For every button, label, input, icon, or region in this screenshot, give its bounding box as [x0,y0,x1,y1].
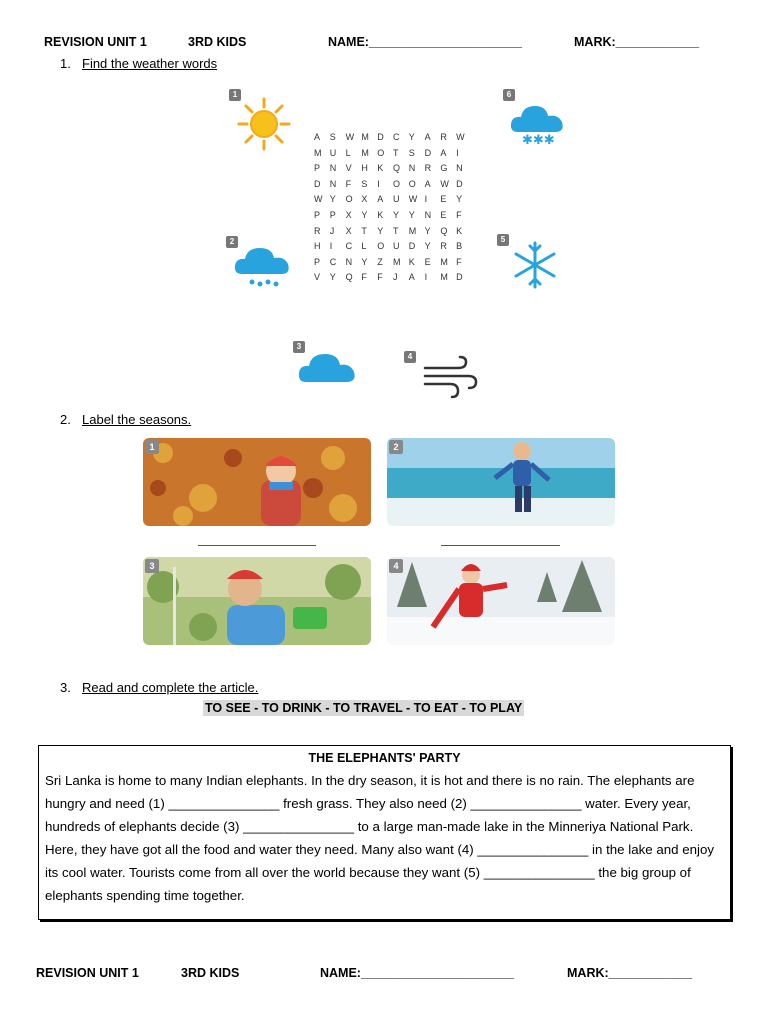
header-mark-field[interactable]: MARK:____________ [574,35,700,49]
question-3-number: 3. [60,680,71,695]
wordsearch-letter[interactable]: R [440,132,447,142]
question-1-number: 1. [60,56,71,71]
wordsearch-letter[interactable]: D [424,147,432,158]
wordsearch-letter[interactable]: C [345,241,353,252]
wordsearch-letter[interactable]: I [377,178,380,189]
wordsearch-letter[interactable]: W [408,194,418,205]
wordsearch-letter[interactable]: H [361,163,368,174]
wordsearch-letter[interactable]: F [377,272,383,283]
wordsearch-letter[interactable]: N [424,209,432,220]
wordsearch-letter[interactable]: F [345,178,352,189]
wordsearch-letter[interactable]: W [345,132,355,142]
wordsearch-letter[interactable]: Y [424,241,431,252]
wordsearch-row [314,132,472,148]
wordsearch-letter[interactable]: K [456,225,463,236]
wordsearch-row [314,257,472,273]
question-1-text: Find the weather words [82,56,218,71]
wordsearch-letter[interactable]: V [314,272,321,283]
article-title: THE ELEPHANTS' PARTY [308,751,461,765]
wordsearch-letter[interactable]: D [456,178,463,189]
answer-line-1[interactable] [198,545,316,546]
wordsearch-letter[interactable]: J [329,225,335,236]
wordsearch-letter[interactable]: R [424,163,432,174]
article-body: Sri Lanka is home to many Indian elephants. In the dry season, it is hot and there is no rain. The elephants are hungry and need (1) _______________ fresh grass. They also need (2) _______________ water. Every year, hundreds of elephants decide (3) _______________ to a large man-made lake in the Minneriya National Park. Here, they have got all the food and water they need. Many also want (4) _______________ in the lake and enjoy its cool water. Tourists come from all over the world because they want (5) _______________ the big group of elephants spending time together. [45,773,714,903]
wordsearch-grid [314,132,472,288]
season-photo-spring [143,557,371,645]
wordsearch-letter[interactable]: Z [377,256,383,267]
wordsearch-letter[interactable]: A [377,194,384,205]
wordsearch-letter[interactable]: F [456,256,462,267]
header-name-field[interactable]: NAME:______________________ [328,35,522,49]
wordsearch-letter[interactable]: D [314,178,321,189]
wordsearch-letter[interactable]: X [345,209,352,220]
wordsearch-letter[interactable]: I [424,194,428,205]
cloud-icon [296,346,360,395]
wordsearch-letter[interactable]: F [456,209,462,220]
wordsearch-letter[interactable]: A [424,132,431,142]
snow-cloud-icon [508,98,568,155]
wordsearch-row [314,179,472,195]
wordsearch-letter[interactable]: Y [377,225,384,236]
season-photo-winter [387,557,615,645]
wordsearch-letter[interactable]: J [392,272,398,283]
wordsearch-letter[interactable]: C [329,256,337,267]
wordsearch-letter[interactable]: P [314,163,321,174]
season-photo-autumn [143,438,371,526]
wordsearch-letter[interactable]: Y [329,194,336,205]
wordsearch-letter[interactable]: O [345,194,353,205]
snowflake-icon [510,240,560,295]
season-badge-2: 2 [389,440,403,454]
question-2-number: 2. [60,412,71,427]
wordsearch-letter[interactable]: W [314,194,323,205]
wordsearch-row [314,148,472,164]
wordsearch-letter[interactable]: Q [440,225,448,236]
question-3 [60,680,258,695]
wordsearch-letter[interactable]: M [440,256,448,267]
wind-icon [420,354,482,407]
wordsearch-letter[interactable]: Y [424,225,431,236]
wordsearch-letter[interactable]: U [329,147,337,158]
weather-badge-3: 3 [293,341,305,353]
wordsearch-letter[interactable]: Y [361,209,368,220]
wordsearch-letter[interactable]: T [392,225,399,236]
season-photo-summer [387,438,615,526]
question-3-text: Read and complete the article. [82,680,259,695]
wordsearch-letter[interactable]: N [329,163,337,174]
wordsearch-letter[interactable]: C [392,132,400,142]
season-badge-1: 1 [145,440,159,454]
wordsearch-letter[interactable]: Y [329,272,336,283]
footer-mark-field[interactable]: MARK:____________ [567,966,693,980]
wordsearch-row [314,241,472,257]
wordsearch-letter[interactable]: B [456,241,463,252]
wordsearch-letter[interactable]: Y [392,209,399,220]
wordsearch-letter[interactable]: A [424,178,431,189]
footer-level: 3RD KIDS [181,966,240,980]
wordsearch-letter[interactable]: N [408,163,416,174]
wordsearch-letter[interactable]: Y [408,209,415,220]
season-badge-3: 3 [145,559,159,573]
wordsearch-letter[interactable]: L [345,147,351,158]
wordsearch-letter[interactable]: M [314,147,322,158]
wordsearch-letter[interactable]: I [424,272,428,283]
wordsearch-letter[interactable]: S [329,132,336,142]
wordsearch-letter[interactable]: U [392,194,400,205]
weather-badge-1: 1 [229,89,241,101]
wordsearch-letter[interactable]: K [377,163,384,174]
season-badge-4: 4 [389,559,403,573]
question-2-text: Label the seasons. [82,412,192,427]
wordsearch-letter[interactable]: M [440,272,448,283]
answer-line-2[interactable] [441,545,560,546]
wordsearch-row [314,163,472,179]
wordsearch-letter[interactable]: R [314,225,321,236]
wordsearch-letter[interactable]: A [440,147,447,158]
wordsearch-letter[interactable]: O [392,178,400,189]
footer-unit: REVISION UNIT 1 [36,966,139,980]
wordsearch-letter[interactable]: E [440,194,447,205]
svg-text:✱✱✱: ✱✱✱ [522,133,555,148]
wordsearch-letter[interactable]: D [456,272,463,283]
wordsearch-letter[interactable]: O [377,241,385,252]
wordsearch-letter[interactable]: A [314,132,321,142]
wordsearch-letter[interactable]: M [361,147,369,158]
wordsearch-letter[interactable]: Y [456,194,463,205]
question-2 [60,412,191,427]
wordsearch-letter[interactable]: N [456,163,463,174]
wordsearch-letter[interactable]: Y [361,256,368,267]
wordsearch-letter[interactable]: P [329,209,336,220]
wordsearch-letter[interactable]: K [408,256,415,267]
wordsearch-letter[interactable]: O [377,147,385,158]
wordsearch-letter[interactable]: X [361,194,368,205]
word-bank: TO SEE - TO DRINK - TO TRAVEL - TO EAT - TO PLAY [205,701,523,715]
wordsearch-row [314,226,472,242]
wordsearch-row [314,272,472,288]
wordsearch-letter[interactable]: V [345,163,352,174]
wordsearch-letter[interactable]: K [377,209,384,220]
wordsearch-letter[interactable]: S [361,178,368,189]
wordsearch-letter[interactable]: P [314,256,321,267]
article-box [38,745,731,920]
wordsearch-letter[interactable]: N [345,256,353,267]
wordsearch-letter[interactable]: R [440,241,447,252]
wordsearch-letter[interactable]: Q [345,272,353,283]
wordsearch-letter[interactable]: I [456,147,459,158]
footer-name-field[interactable]: NAME:______________________ [320,966,514,980]
header-unit: REVISION UNIT 1 [44,35,147,49]
wordsearch-letter[interactable]: A [408,272,415,283]
wordsearch-letter[interactable]: M [361,132,369,142]
wordsearch-letter[interactable]: L [361,241,367,252]
question-1 [60,56,217,71]
wordsearch-letter[interactable]: I [329,241,333,252]
wordsearch-letter[interactable]: D [408,241,416,252]
wordsearch-letter[interactable]: S [408,147,415,158]
weather-badge-4: 4 [404,351,416,363]
wordsearch-letter[interactable]: G [440,163,448,174]
weather-badge-2: 2 [226,236,238,248]
weather-badge-5: 5 [497,234,509,246]
wordsearch-letter[interactable]: Q [392,163,400,174]
wordsearch-letter[interactable]: T [361,225,367,236]
wordsearch-letter[interactable]: O [408,178,416,189]
wordsearch-letter[interactable]: E [440,209,447,220]
wordsearch-letter[interactable]: P [314,209,321,220]
wordsearch-letter[interactable]: F [361,272,367,283]
wordsearch-letter[interactable]: T [392,147,399,158]
wordsearch-letter[interactable]: D [377,132,384,142]
wordsearch-letter[interactable]: M [392,256,401,267]
wordsearch-letter[interactable]: M [408,225,417,236]
weather-badge-6: 6 [503,89,515,101]
wordsearch-letter[interactable]: X [345,225,352,236]
rain-cloud-icon [232,242,294,297]
sun-icon [236,96,292,157]
wordsearch-letter[interactable]: W [456,132,465,142]
wordsearch-letter[interactable]: U [392,241,400,252]
header-level: 3RD KIDS [188,35,247,49]
wordsearch-row [314,210,472,226]
wordsearch-letter[interactable]: N [329,178,337,189]
wordsearch-row [314,194,472,210]
wordsearch-letter[interactable]: H [314,241,321,252]
wordsearch-letter[interactable]: Y [408,132,415,142]
wordsearch-letter[interactable]: E [424,256,431,267]
wordsearch-letter[interactable]: W [440,178,449,189]
